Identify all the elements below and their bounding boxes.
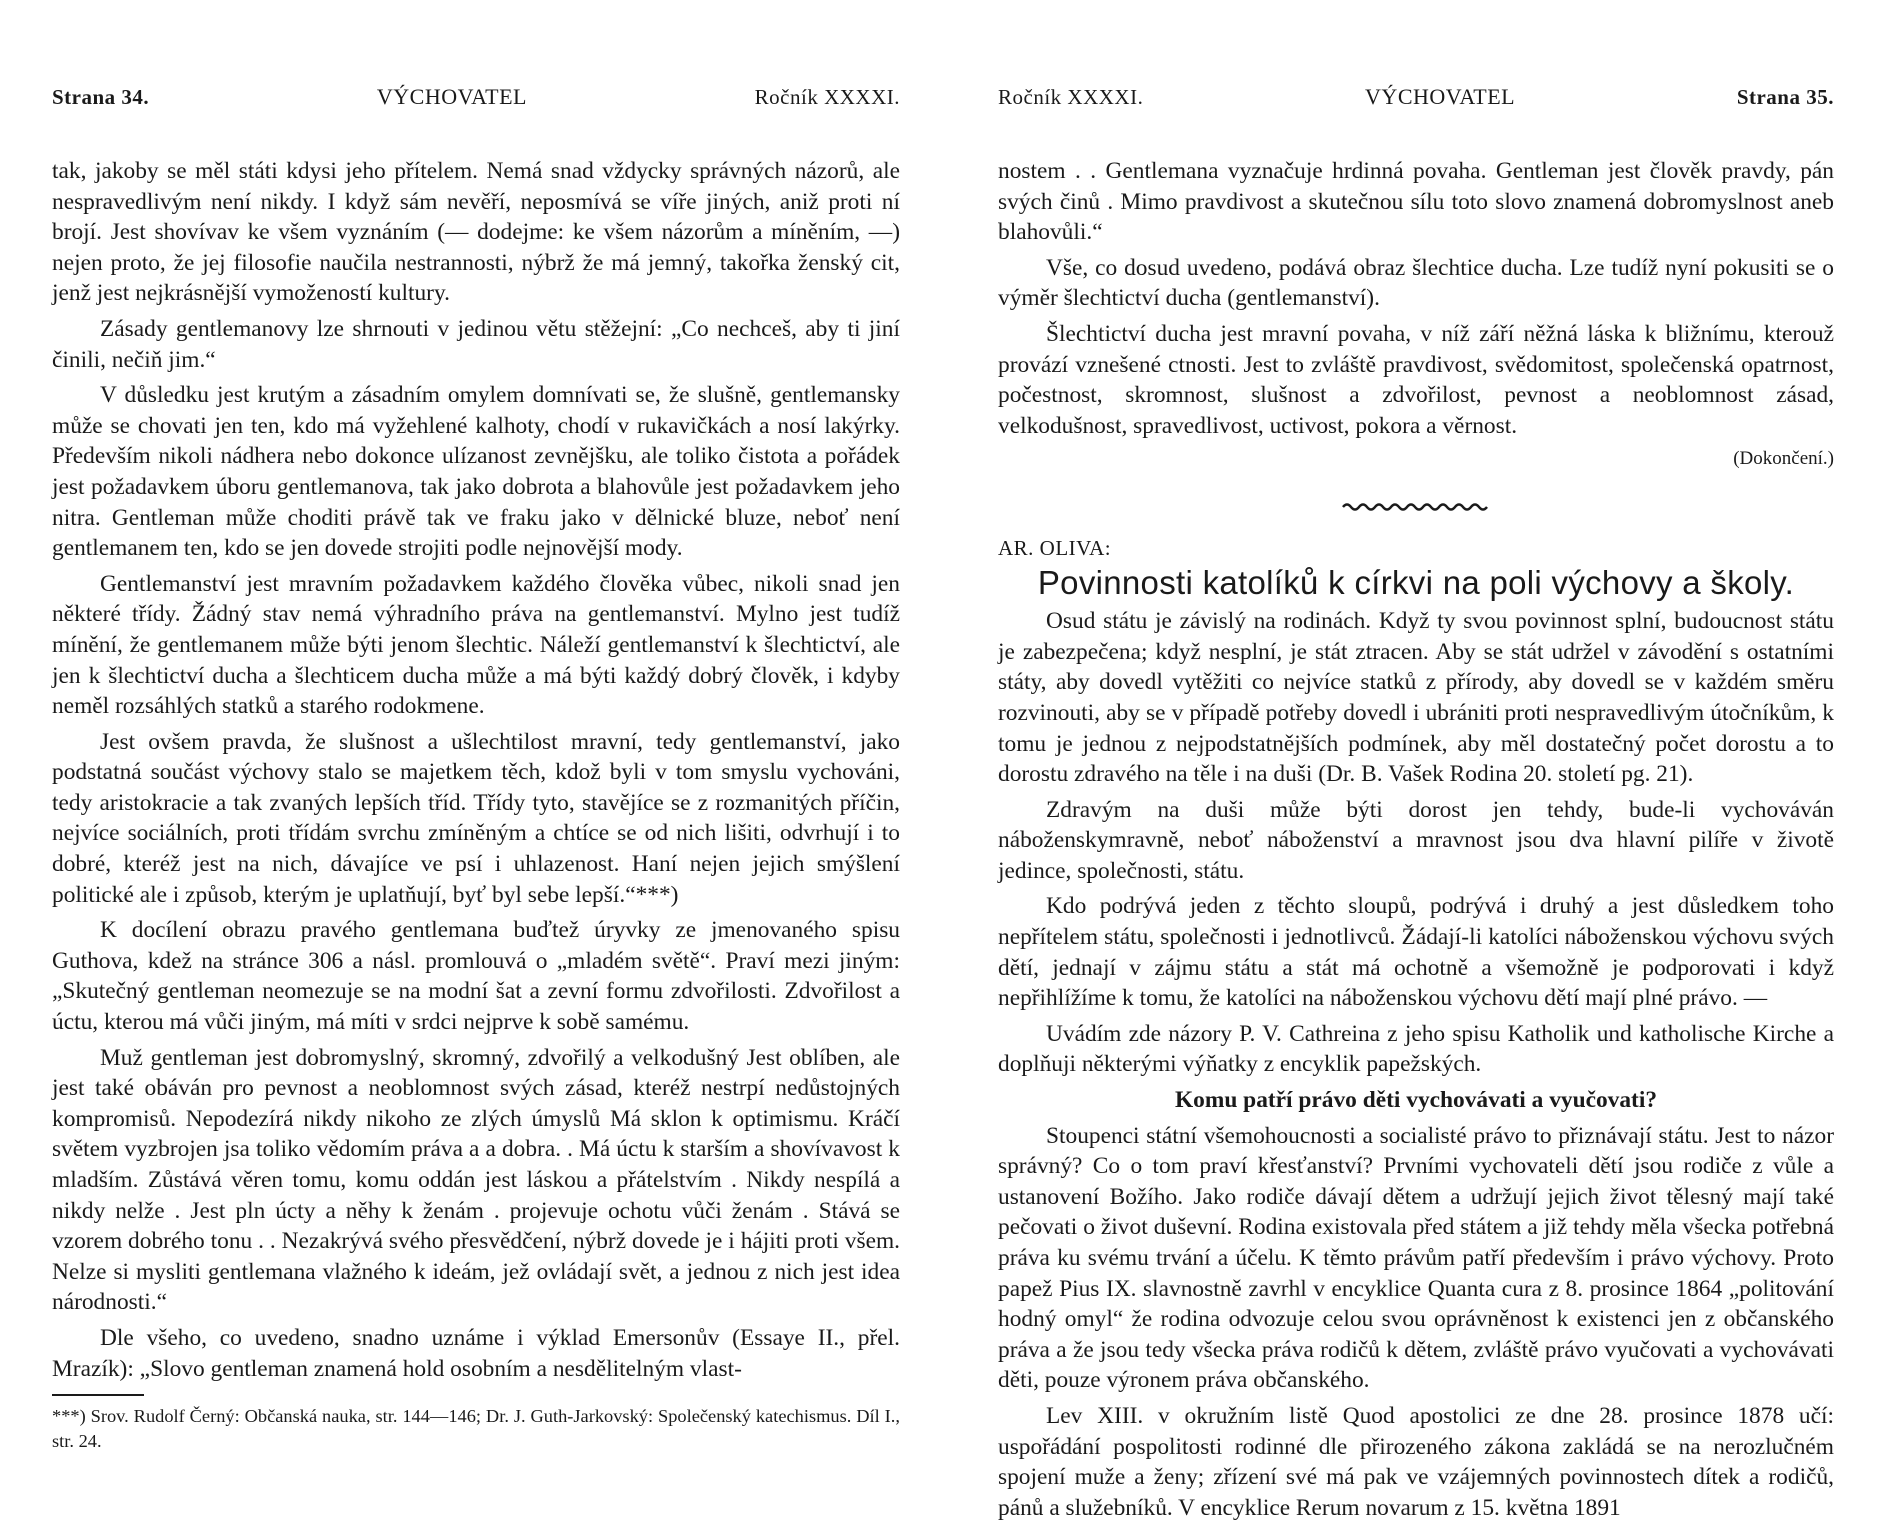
paragraph: Kdo podrývá jeden z těchto sloupů, podrývá i druhý a jest důsledkem toho nepřítelem státu, společnosti i jednotlivců. Žádají-li katolíci náboženskou výchovu svých dětí, jednají v zájmu státu a stát má ochotně a všemožně je podporovati i když nepřihlížíme k tomu, že katolíci na náboženskou výchovu dětí mají plné právo. — (998, 893, 1834, 1012)
paragraph: Osud státu je závislý na rodinách. Když ty svou povinnost splní, budoucnost státu je zabezpečena; když nesplní, je stát ztracen. Aby se stát udržel v závodění s ostatními státy, aby dovedl vytěžiti co nejvíce statků z přírody, aby dovedl se v každém směru rozvinouti, aby se v případě potřeby dovedl i ubrániti proti nespravedlivým útočníkům, k tomu je jednou z nejpodstatnějších podmínek, aby měl dostatečný počet dorostu a to dorostu zdravého na těle i na duši (Dr. B. Vašek Rodina 20. století pg. 21). (998, 608, 1834, 788)
paragraph: Lev XIII. v okružním listě Quod apostolici ze dne 28. prosince 1878 učí: uspořádání pospolitosti rodinné dle přirozeného zákona zakládá se na nerozlučném spojení muže a ženy; zřízení své má pak ve vzájemných povinnostech dítek a rodičů, pánů a služebníků. V encyklice Rerum novarum z 15. května 1891 (998, 1402, 1834, 1521)
left-column (52, 156, 900, 1454)
right-column (998, 156, 1834, 1523)
paragraph: Gentlemanství jest mravním požadavkem každého člověka vůbec, nikoli snad jen některé třídy. Žádný stav nemá výhradního práva na gentlemanství. Mylno jest tudíž mínění, že gentlemanem může býti jenom šlechtic. Náleží gentlemanství k šlechtictví, ale jen k šlechtictví ducha a šlechticem ducha může a má býti každý dobrý člověk, i kdyby neměl rozsáhlých statků a starého rodokmene. (52, 570, 900, 720)
footnote: ***) Srov. Rudolf Černý: Občanská nauka, str. 144—146; Dr. J. Guth-Jarkovský: Společenský katechismus. Díl I., str. 24. (52, 1406, 900, 1452)
volume-label: Ročník XXXXI. (754, 85, 900, 109)
paragraph: Zásady gentlemanovy lze shrnouti v jedinou větu stěžejní: „Co nechceš, aby ti jiní činili, nečiň jim.“ (52, 315, 900, 373)
paragraph: Šlechtictví ducha jest mravní povaha, v níž září něžná láska k bližnímu, kterouž provází vznešené ctnosti. Jest to zvláště pravdivost, svědomitost, společenská opatrnost, počestnost, skromnost, slušnost a zdvořilost, pevnost a neoblomnost zásad, velkodušnost, spravedlivost, uctivost, pokora a věrnost. (998, 320, 1834, 439)
article-title: Povinnosti katolíků k církvi na poli výchovy a školy. (1037, 563, 1795, 601)
paragraph: nostem . . Gentlemana vyznačuje hrdinná povaha. Gentleman jest člověk pravdy, pán svých činů . Mimo pravdivost a skutečnou sílu toto slovo znamená dobromyslnost aneb blahovůli.“ (998, 158, 1834, 246)
continuation-note: (Dokončení.) (1733, 448, 1834, 470)
article-author: AR. OLIVA: (998, 535, 1112, 560)
left-running-head (52, 84, 900, 110)
wavy-divider (998, 491, 1834, 507)
journal-title: VÝCHOVATEL (1365, 84, 1516, 109)
wavy-divider-ornament (1341, 501, 1491, 513)
right-page (940, 0, 1880, 1521)
journal-title: VÝCHOVATEL (376, 84, 527, 109)
section-subheading: Komu patří právo děti vychovávati a vyučovati? (1174, 1087, 1658, 1114)
footnote-rule (52, 1394, 144, 1396)
paragraph: K docílení obrazu pravého gentlemana buďtež úryvky ze jmenovaného spisu Guthova, kdež na stránce 306 a násl. promlouvá o „mladém světě“. Praví mezi jiným: „Skutečný gentleman neomezuje se na modní šat a zevní formu zdvořilosti. Zdvořilost a úctu, kterou má vůči jiným, má míti v srdci nejprve k sobě samému. (52, 917, 900, 1036)
paragraph: Jest ovšem pravda, že slušnost a ušlechtilost mravní, tedy gentlemanství, jako podstatná součást výchovy stalo se majetkem těch, kdož byli v tom smyslu vychováni, tedy aristokracie a tak zvaných lepších tříd. Třídy tyto, stavějíce se z rozmanitých příčin, nejvíce sociálních, proti třídám svrchu zmíněným a chtíce se od nich lišiti, odvrhují i to dobré, kteréž jest na nich, dávajíce ve psí i uhlazenost. Haní nejen jejich smýšlení politické ale i způsob, kterým je uplatňují, byť byl sebe lepší.“***) (52, 728, 900, 908)
paragraph: V důsledku jest krutým a zásadním omylem domnívati se, že slušně, gentlemansky může se chovati jen ten, kdo má vyžehlené kalhoty, chodí v rukavičkách a nosí lakýrky. Především nikoli nádhera nebo dokonce ulízanost zevnějšku, ale toliko čistota a pořádek jest požadavkem úboru gentlemanova, tak jako dobrota a blahovůle jest požadavkem jeho nitra. Gentleman může choditi právě tak ve fraku jako v dělnické bluze, neboť není gentlemanem ten, kdo se jen dovede strojiti podle nejnovější mody. (52, 382, 900, 562)
left-page (0, 0, 940, 1500)
right-running-head (998, 84, 1834, 110)
volume-label: Ročník XXXXI. (998, 85, 1144, 109)
paragraph: tak, jakoby se měl státi kdysi jeho přítelem. Nemá snad vždycky správných názorů, ale nespravedlivým není nikdy. I když sám nevěří, neposmívá se víře jiných, aniž proti ní brojí. Jest shovívav ke všem vyznáním (— dodejme: ke všem názorům a míněním, —) nejen proto, že jej filosofie naučila nestrannosti, nýbrž že má jemný, takořka ženský cit, jenž jest nejkrásnější vymožeností kultury. (52, 158, 900, 307)
page-number: Strana 35. (1736, 85, 1834, 109)
paragraph: Stoupenci státní všemohoucnosti a socialisté právo to přiznávají státu. Jest to názor správný? Co o tom praví křesťanství? Prvními vychovateli dětí jsou rodiče z vůle a ustanovení Božího. Jako rodiče dávají dětem a udržují jejich život tělesný mají také pečovati o život duševní. Rodina existovala před státem a již tehdy měla všecka potřebná práva ku svému trvání a účelu. K těmto právům patří především i právo výchovy. Proto papež Pius IX. slavnostně zavrhl v encyklice Quanta cura z 8. prosince 1864 „politování hodný omyl“ že rodina odvozuje celou svou oprávněnost k existenci jen z občanského práva a že jsou tedy všecka práva rodičů k dětem, zvláště právo vyučovati a vychovávati děti, pouze výronem práva občanského. (998, 1122, 1834, 1394)
paragraph: Dle všeho, co uvedeno, snadno uznáme i výklad Emersonův (Essaye II., přel. Mrazík): „Slovo gentleman znamená hold osobním a nesdělitelným vlast- (52, 1324, 900, 1382)
paragraph: Muž gentleman jest dobromyslný, skromný, zdvořilý a velkodušný Jest oblíben, ale jest také obáván pro pevnost a neoblomnost svých zásad, kteréž nestrpí nedůstojných kompromisů. Nepodezírá nikdy nikoho ze zlých úmyslů Má sklon k optimismu. Kráčí světem vyzbrojen jsa toliko vědomím práva a a dobra. . Má úctu k starším a shovívavost k mladším. Zůstává věren tomu, komu oddán jest láskou a přátelstvím . Nikdy nespílá a nikdy nelže . Jest pln úcty a něhy k ženám . projevuje ochotu vůči ženám . Stává se vzorem dobrého tonu . . Nezakrývá svého přesvědčení, nýbrž dovede je i hájiti proti všem. Nelze si mysliti gentlemana vlažného k ideám, jež ovládají svět, a jednou z nich jest idea národnosti.“ (52, 1044, 900, 1316)
paragraph: Vše, co dosud uvedeno, podává obraz šlechtice ducha. Lze tudíž nyní pokusiti se o výměr šlechtictví ducha (gentlemanství). (998, 254, 1834, 312)
page-number: Strana 34. (52, 85, 150, 109)
paragraph: Uvádím zde názory P. V. Cathreina z jeho spisu Katholik und katholische Kirche a doplňuji některými výňatky z encyklik papežských. (998, 1020, 1834, 1078)
paragraph: Zdravým na duši může býti dorost jen tehdy, bude-li vychováván náboženskymravně, neboť náboženství a mravnost jsou dva hlavní pilíře v životě jedince, společnosti, státu. (998, 796, 1834, 884)
